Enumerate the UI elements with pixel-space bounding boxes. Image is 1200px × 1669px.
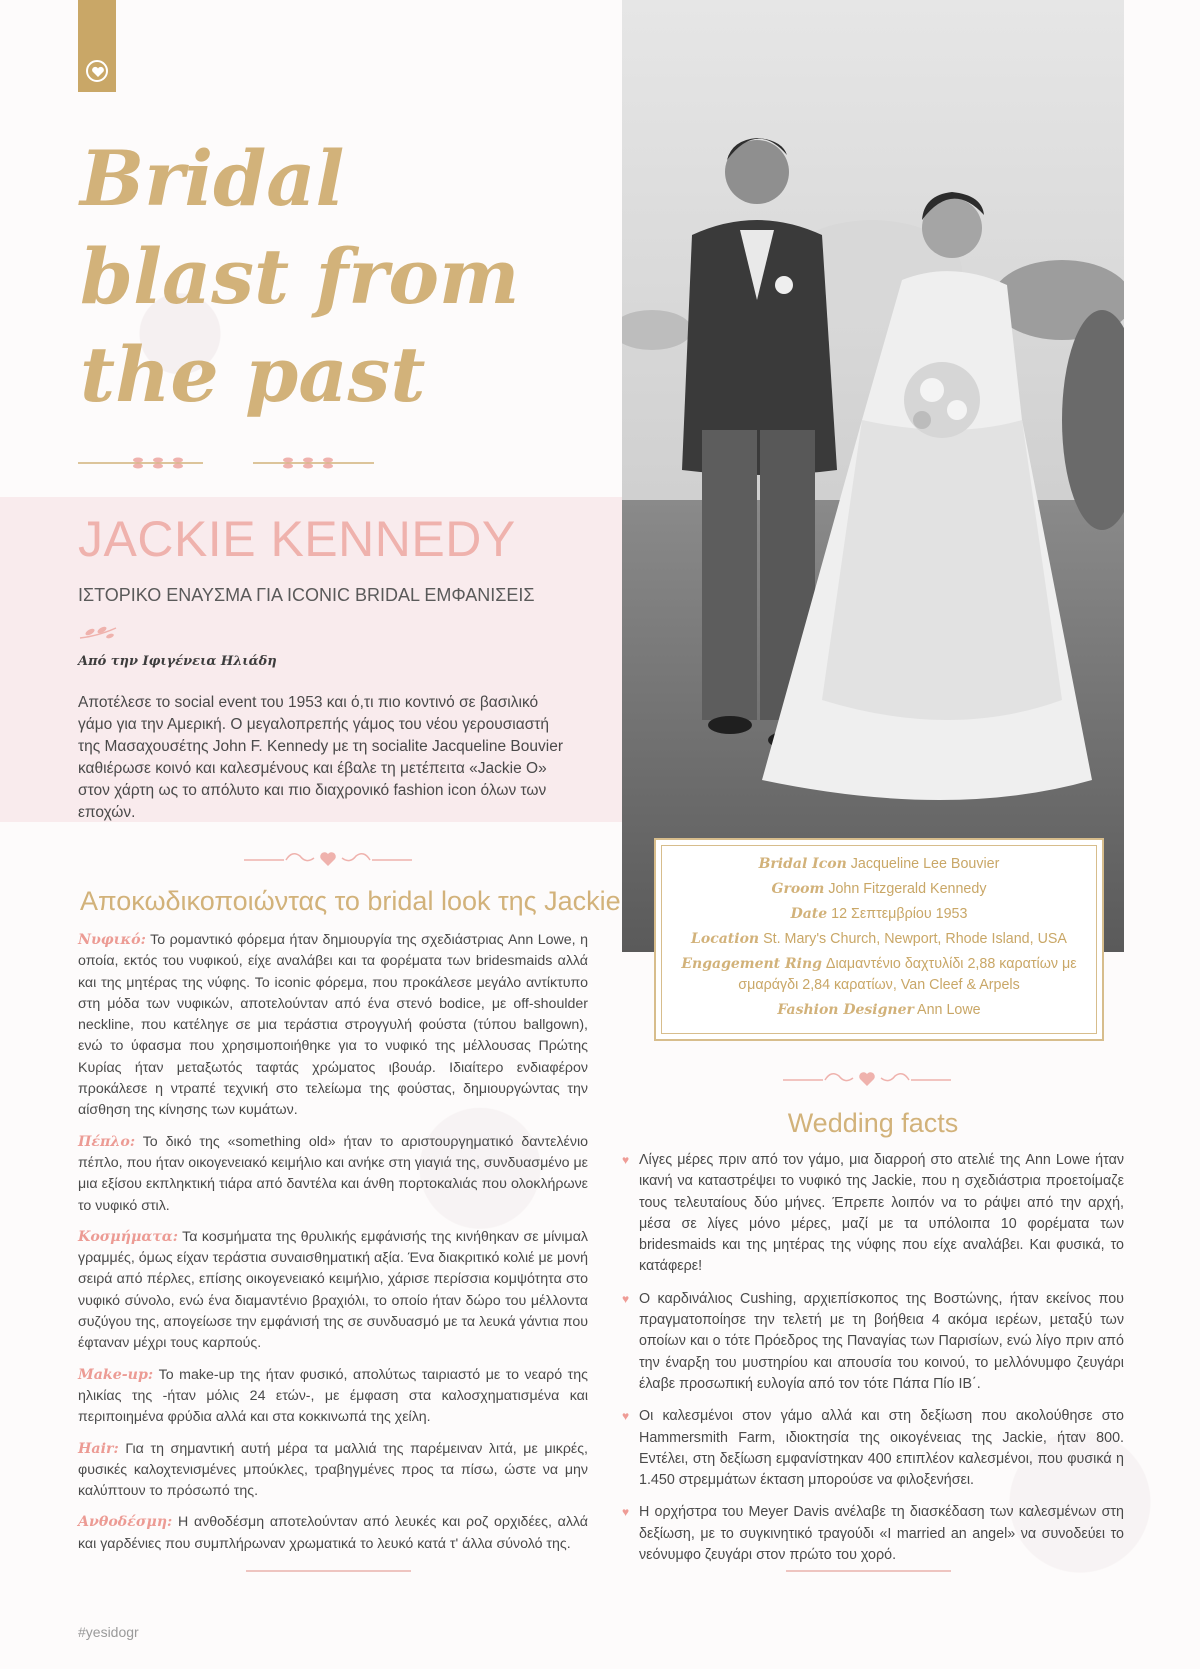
text-hair: Για τη σημαντική αυτή μέρα τα μαλλιά της παρέμειναν λιτά, με μικρές, φυσικές καλοχτενισμένες μπούκλες, τραβηγμένες προς τα πίσω, ώστε να μην καλύπτουν το πρόσωπό της. bbox=[78, 1440, 588, 1500]
label-jewelry: Κοσμήματα: bbox=[78, 1228, 178, 1245]
wedding-facts-title: Wedding facts bbox=[787, 1108, 959, 1138]
paragraph-makeup bbox=[78, 1365, 588, 1429]
text-jewelry: Τα κοσμήματα της θρυλικής εμφάνισής της κινήθηκαν σε μίνιμαλ γραμμές, όμως είχαν τεράστια συναισθηματική αξία. Ένα διακριτικό κολιέ με μονή σειρά από πέρλες, επίσης οικογενειακό κειμήλιο, χάρισε περίσσια κομψότητα στο νυφικό σύνολο, ενώ ένα διαμαντένιο βραχιόλι, το οποίο ήταν δώρο του μέλλοντα συζύγου της, απογείωσε την εμφάνισή της σε συνδυασμό με τα λευκά γάντια που έφταναν μέχρι τους καρπούς. bbox=[78, 1228, 589, 1352]
detail-location-label: Location bbox=[691, 931, 760, 947]
label-dress: Νυφικό: bbox=[78, 932, 146, 948]
paragraph-jewelry bbox=[78, 1227, 588, 1355]
label-makeup: Make-up: bbox=[78, 1366, 154, 1383]
detail-groom-label: Groom bbox=[771, 881, 825, 897]
label-hair: Hair: bbox=[78, 1440, 119, 1457]
subject-name: JACKIE KENNEDY bbox=[78, 511, 516, 567]
wedding-fact: ♥ Ο καρδινάλιος Cushing, αρχιεπίσκοπος της Βοστώνης, ήταν εκείνος που πραγματοποίησε την τελετή με τη βοήθεια 4 ακόμα ιερέων, μεταξύ των οποίων και ο τότε Πρόεδρος της Παναγίας των Παρισίων, ενώ λίγο πριν από την έναρξη του μυστηρίου και απουσία του κοινού, το μελλόνυμφο ζευγάρι έλαβε προσωπική ευλογία από τον τότε Πάπα Πίο ΙΒ΄. bbox=[622, 1289, 1124, 1395]
label-veil: Πέπλο: bbox=[78, 1133, 136, 1150]
detail-ring bbox=[676, 954, 1082, 996]
heart-scroll-ornament bbox=[244, 844, 412, 872]
title-line-1: Bridal bbox=[80, 134, 345, 223]
paragraph-dress bbox=[78, 930, 588, 1122]
heart-speech-icon bbox=[86, 60, 108, 82]
wedding-photo bbox=[622, 0, 1124, 952]
leaf-ornament bbox=[78, 624, 120, 642]
detail-date-label: Date bbox=[790, 906, 828, 922]
detail-designer-value: Ann Lowe bbox=[917, 1002, 981, 1018]
paragraph-veil bbox=[78, 1132, 588, 1217]
detail-date-value: 12 Σεπτεμβρίου 1953 bbox=[831, 906, 968, 922]
paragraph-hair bbox=[78, 1439, 588, 1503]
wedding-details-box bbox=[654, 838, 1104, 1041]
detail-location bbox=[676, 927, 1082, 952]
detail-location-value: St. Mary's Church, Newport, Rhode Island, USA bbox=[763, 931, 1067, 947]
heart-scroll-ornament-2 bbox=[783, 1064, 951, 1092]
divider-left bbox=[246, 1570, 411, 1572]
title-line-3: the past bbox=[80, 330, 426, 419]
detail-designer-label: Fashion Designer bbox=[777, 1002, 914, 1018]
label-bouquet: Ανθοδέσμη: bbox=[78, 1514, 173, 1531]
detail-bride bbox=[676, 852, 1082, 877]
detail-groom-value: John Fitzgerald Kennedy bbox=[828, 881, 987, 897]
title-ornament bbox=[78, 456, 374, 470]
footer-hashtag: #yesidogr bbox=[78, 1624, 139, 1640]
wedding-facts-list bbox=[622, 1150, 1124, 1577]
byline: Από την Ιφιγένεια Ηλιάδη bbox=[78, 654, 277, 669]
wedding-fact: ♥ Οι καλεσμένοι στον γάμο αλλά και στη δεξίωση που ακολούθησε στο Hammersmith Farm, ιδιοκτησία της οικογένειας της Jackie, ήταν 800. Εντέλει, στη δεξίωση εμφανίστηκαν 400 επιπλέον καλεσμένοι, που φυσικά η 1.450 στρεμμάτων έκταση μπορούσε να φιλοξενήσει. bbox=[622, 1406, 1124, 1491]
detail-date bbox=[676, 902, 1082, 927]
paragraph-bouquet bbox=[78, 1512, 588, 1555]
detail-ring-value: Διαμαντένιο δαχτυλίδι 2,88 καρατίων με σμαράγδι 2,84 καρατίων, Van Cleef & Arpels bbox=[738, 956, 1077, 993]
bridal-look-body bbox=[78, 930, 588, 1565]
title-line-2: blast from bbox=[80, 232, 520, 321]
intro-paragraph: Αποτέλεσε το social event του 1953 και ό,τι πιο κοντινό σε βασιλικό γάμο για την Αμερική. Ο μεγαλοπρεπής γάμος του νέου γερουσιαστή της Μασαχουσέτης John F. Kennedy με τη socialite Jacqueline Bouvier καθιέρωσε κοινό και καλεσμένους και έβαλε τη μετέπειτα «Jackie O» στον χάρτη ως το απόλυτο και πιο διαχρονικό fashion icon όλων των εποχών. bbox=[78, 694, 563, 821]
text-makeup: Το make-up της ήταν φυσικό, απολύτως ταιριαστό με το νεαρό της ηλικίας της -ήταν μόλις 24 ετών-, με έμφαση στα καλοσχηματισμένα και περιποιημένα φρύδια αλλά και στα κοκκινωπά της χείλη. bbox=[78, 1366, 588, 1426]
text-bouquet: Η ανθοδέσμη αποτελούνταν από λευκές και ροζ ορχιδέες, αλλά και γαρδένιες που συμπλήρωναν χρωματικά το λευκό κατά τ' άλλα σύνολό της. bbox=[78, 1514, 588, 1552]
text-dress: Το ρομαντικό φόρεμα ήταν δημιουργία της σχεδιάστριας Ann Lowe, η οποία, εκτός του νυφικού, είχε αναλάβει και τα φορέματα των bridesmaids αλλά και της μητέρας της νύφης. Το iconic φόρεμα, που προκάλεσε μεγάλο αντίκτυπο στη μόδα των νυφικών, αποτελούνταν από ένα στενό bodice, με off-shoulder neckline, που κατέληγε σε μια τεράστια στρογγυλή φούστα (τύπου ballgown), ενώ το ύφασμα που χρησιμοποιήθηκε για το νυφικό της μέλλουσας Πρώτης Κυρίας ήταν μεταξωτός ταφτάς χρώματος ιβουάρ. Ιδιαίτερο ενδιαφέρον προκάλεσε η ντραπέ τεχνική στο τελείωμα της φούστας, δημιουργώντας την αίσθηση της κίνησης των κυμάτων. bbox=[78, 932, 589, 1119]
detail-groom bbox=[676, 877, 1082, 902]
detail-ring-label: Engagement Ring bbox=[681, 956, 822, 972]
wedding-fact: ♥ Λίγες μέρες πριν από τον γάμο, μια διαρροή στο ατελιέ της Ann Lowe ήταν ικανή να καταστρέψει το νυφικό της Jackie, που η σχεδιάστρια προετοίμαζε τους τελευταίους δύο μήνες. Έπρεπε λοιπόν να το ράψει από την αρχή, μέσα σε λίγες μόνο μέρες, μαζί με τα υπόλοιπα 10 φορέματα των bridesmaids και της μητέρας της νύφης που είχε αναλάβει. Και φυσικά, το κατάφερε! bbox=[622, 1150, 1124, 1278]
wedding-fact: ♥ Η ορχήστρα του Meyer Davis ανέλαβε τη διασκέδαση των καλεσμένων στη δεξίωση, με το συγκινητικό τραγούδι «I married an angel» να συνοδεύει το νεόνυμφο ζευγάρι στον πρώτο του χορό. bbox=[622, 1502, 1124, 1566]
page-title bbox=[80, 130, 580, 424]
text-veil: Το δικό της «something old» ήταν το αριστουργηματικό δαντελένιο πέπλο, που ήταν οικογενειακό κειμήλιο και ανήκε στη γιαγιά της, συνδυασμένο με μια εξίσου εκπληκτική τιάρα από δαντέλα και άνθη πορτοκαλιάς που ολοκλήρωνε το νυφικό στιλ. bbox=[78, 1133, 589, 1214]
subtitle: ΙΣΤΟΡΙΚΟ ΕΝΑΥΣΜΑ ΓΙΑ ICONIC BRIDAL ΕΜΦΑΝΙΣΕΙΣ bbox=[78, 585, 535, 605]
detail-bride-label: Bridal Icon bbox=[758, 856, 847, 872]
wedding-details bbox=[676, 852, 1082, 1023]
section-tab bbox=[78, 0, 116, 92]
section-title: Αποκωδικοποιώντας το bridal look της Jackie bbox=[80, 886, 621, 916]
detail-designer bbox=[676, 998, 1082, 1023]
divider-right bbox=[786, 1570, 951, 1572]
detail-bride-value: Jacqueline Lee Bouvier bbox=[850, 856, 1000, 872]
